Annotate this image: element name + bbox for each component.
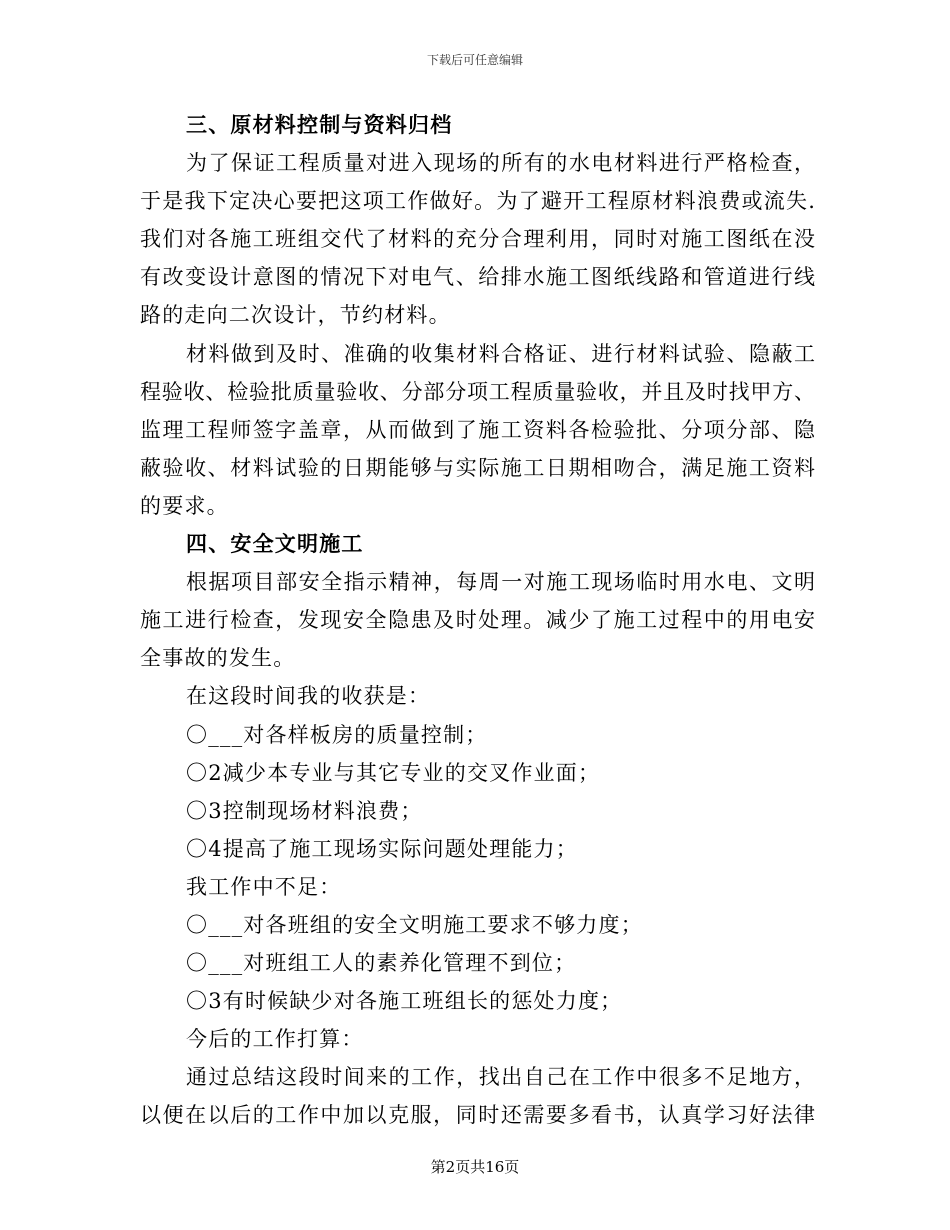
list-item: 〇___对各样板房的质量控制； bbox=[186, 722, 488, 747]
paragraph-line: 有改变设计意图的情况下对电气、给排水施工图纸线路和管道进行线 bbox=[140, 265, 815, 290]
paragraph-line: 程验收、检验批质量验收、分部分项工程质量验收，并且及时找甲方、 bbox=[140, 379, 815, 404]
paragraph-line: 材料做到及时、准确的收集材料合格证、进行材料试验、隐蔽工 bbox=[186, 341, 815, 366]
paragraph-line: 根据项目部安全指示精神，每周一对施工现场临时用水电、文明 bbox=[186, 570, 815, 595]
page-number-footer: 第2页共16页 bbox=[430, 1158, 520, 1176]
paragraph-line: 在这段时间我的收获是： bbox=[186, 684, 431, 709]
paragraph-line: 今后的工作打算： bbox=[186, 1027, 364, 1052]
list-item: 〇4提高了施工现场实际问题处理能力； bbox=[186, 836, 578, 861]
list-item: 〇3有时候缺少对各施工班组长的惩处力度； bbox=[186, 989, 623, 1014]
section-heading-materials: 三、原材料控制与资料归档 bbox=[186, 112, 453, 137]
paragraph-line: 蔽验收、材料试验的日期能够与实际施工日期相吻合，满足施工资料 bbox=[140, 455, 815, 480]
paragraph-line: 以便在以后的工作中加以克服，同时还需要多看书，认真学习好法律 bbox=[140, 1103, 815, 1128]
list-item: 〇___对班组工人的素养化管理不到位； bbox=[186, 951, 577, 976]
paragraph-line: 为了保证工程质量对进入现场的所有的水电材料进行严格检查， bbox=[186, 151, 815, 176]
paragraph-line: 全事故的发生。 bbox=[140, 646, 296, 671]
list-item: 〇___对各班组的安全文明施工要求不够力度； bbox=[186, 912, 643, 937]
paragraph-line: 施工进行检查，发现安全隐患及时处理。减少了施工过程中的用电安 bbox=[140, 608, 815, 633]
paragraph-line: 于是我下定决心要把这项工作做好。为了避开工程原材料浪费或流失. bbox=[140, 189, 815, 214]
list-item: 〇3控制现场材料浪费； bbox=[186, 798, 423, 823]
paragraph-line: 路的走向二次设计，节约材料。 bbox=[140, 303, 451, 328]
page-header: 下载后可任意编辑 bbox=[426, 53, 523, 67]
paragraph-line: 我工作中不足： bbox=[186, 874, 342, 899]
paragraph-line: 通过总结这段时间来的工作，找出自己在工作中很多不足地方， bbox=[186, 1065, 815, 1090]
paragraph-line: 的要求。 bbox=[140, 493, 229, 518]
paragraph-line: 监理工程师签字盖章，从而做到了施工资料各检验批、分项分部、隐 bbox=[140, 417, 815, 442]
section-heading-safety: 四、安全文明施工 bbox=[186, 531, 364, 557]
document-body bbox=[140, 106, 815, 1135]
paragraph-line: 我们对各施工班组交代了材料的充分合理利用，同时对施工图纸在没 bbox=[140, 227, 815, 252]
list-item: 〇2减少本专业与其它专业的交叉作业面； bbox=[186, 760, 601, 785]
